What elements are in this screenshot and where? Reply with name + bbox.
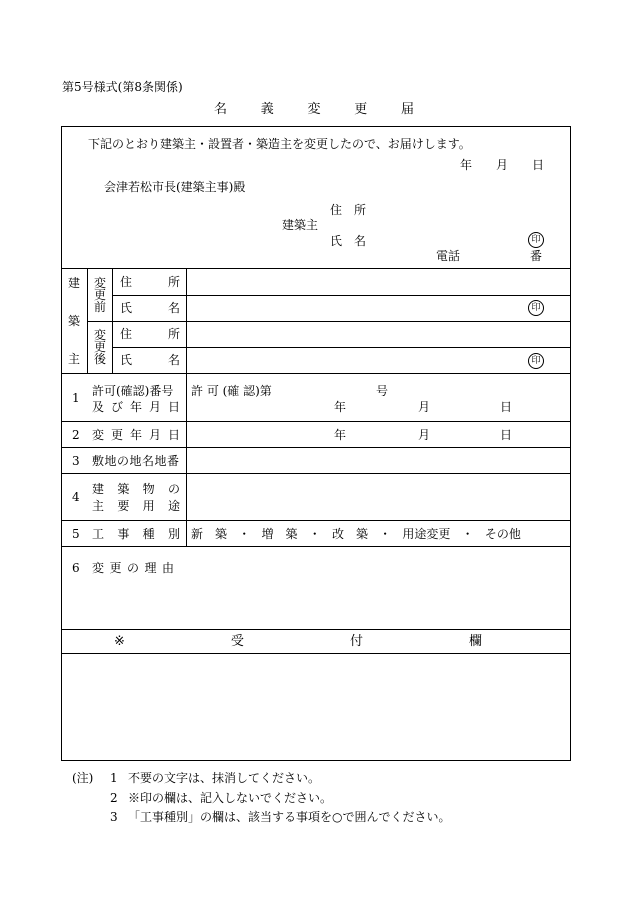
- label-char: 工: [92, 527, 105, 541]
- divider: [186, 268, 187, 546]
- divider: [61, 520, 571, 521]
- label-char: 要: [117, 499, 130, 513]
- seal-icon: 印: [528, 232, 544, 248]
- option-separator: ・: [461, 527, 474, 541]
- reception-char: 受: [230, 634, 244, 649]
- label-char: び: [110, 400, 123, 414]
- applicant-label: 建築主: [282, 218, 319, 232]
- option-separator: ・: [238, 527, 251, 541]
- before-address-label: [120, 275, 180, 289]
- row5-label: [92, 527, 180, 541]
- label-char: の: [126, 561, 139, 575]
- divider: [61, 268, 571, 269]
- row4-label-line1: [92, 482, 180, 496]
- divider: [87, 268, 88, 373]
- form-title: [214, 102, 414, 117]
- label-char: 更: [110, 428, 123, 442]
- label-char: 年: [129, 428, 142, 442]
- owner-label-char: 主: [67, 352, 80, 366]
- label-char: 理: [144, 561, 157, 575]
- divider: [61, 473, 571, 474]
- row2-number: 2: [72, 428, 80, 442]
- row1-label-line1: 許可(確認)番号: [92, 384, 174, 398]
- phone-suffix: 番: [530, 249, 543, 263]
- option-other: その他: [484, 527, 521, 541]
- applicant-name-label: 氏 名: [330, 234, 367, 248]
- permit-suffix: 号: [376, 384, 389, 398]
- title-char: 変: [307, 102, 321, 117]
- divider: [112, 268, 113, 373]
- label-char: 変: [92, 561, 105, 575]
- label-char: 事: [117, 527, 130, 541]
- label-char: 日: [167, 400, 180, 414]
- note-number: 2: [110, 791, 118, 805]
- label-char: 物: [142, 482, 155, 496]
- note-number: 3: [110, 810, 118, 824]
- option-extension: 増 築: [261, 527, 298, 541]
- label-char: 種: [142, 527, 155, 541]
- row2-day: 日: [500, 428, 513, 442]
- row1-label-line2: [92, 400, 180, 414]
- title-char: 届: [400, 102, 414, 117]
- row3-label: 敷地の地名地番: [92, 454, 180, 468]
- row4-number: 4: [72, 490, 80, 504]
- option-separator: ・: [379, 527, 392, 541]
- label-char: 日: [167, 428, 180, 442]
- label-char: 由: [161, 561, 174, 575]
- addressee: 会津若松市長(建築主事)殿: [104, 180, 246, 194]
- row1-day: 日: [500, 400, 513, 414]
- divider: [61, 546, 571, 547]
- label-char: 途: [167, 499, 180, 513]
- reception-header: [114, 634, 482, 649]
- label-char: 氏: [120, 301, 133, 315]
- after-name-label: [120, 353, 180, 367]
- divider: [61, 421, 571, 422]
- owner-label-char: 築: [67, 314, 80, 328]
- row2-year: 年: [334, 428, 347, 442]
- after-address-label: [120, 327, 180, 341]
- divider: [61, 653, 571, 654]
- row6-number: 6: [72, 561, 80, 575]
- label-char: 名: [167, 301, 180, 315]
- label-char: 氏: [120, 353, 133, 367]
- permit-prefix: 許 可 (確 認)第: [191, 384, 272, 398]
- before-label-char: 前: [93, 300, 106, 314]
- divider: [61, 629, 571, 630]
- label-char: 名: [167, 353, 180, 367]
- applicant-address-label: 住 所: [330, 203, 367, 217]
- label-char: 更: [109, 561, 122, 575]
- label-char: 及: [92, 400, 105, 414]
- label-char: 住: [120, 275, 133, 289]
- divider: [61, 447, 571, 448]
- option-renovation: 改 築: [331, 527, 368, 541]
- title-char: 名: [214, 102, 228, 117]
- before-name-label: [120, 301, 180, 315]
- row4-label-line2: [92, 499, 180, 513]
- label-char: 築: [117, 482, 130, 496]
- option-separator: ・: [308, 527, 321, 541]
- after-label-char: 後: [93, 352, 106, 366]
- before-label-char: 更: [93, 288, 106, 302]
- title-char: 更: [354, 102, 368, 117]
- label-char: 月: [148, 428, 161, 442]
- row1-number: 1: [72, 391, 80, 405]
- label-char: 別: [167, 527, 180, 541]
- reception-char: ※: [114, 634, 125, 649]
- row2-month: 月: [418, 428, 431, 442]
- phone-label: 電話: [436, 249, 461, 263]
- row6-label: [92, 561, 174, 575]
- reception-char: 付: [349, 634, 363, 649]
- reception-char: 欄: [468, 634, 482, 649]
- divider: [112, 295, 571, 296]
- seal-icon: 印: [528, 353, 544, 369]
- label-char: 主: [92, 499, 105, 513]
- note-text: ※印の欄は、記入しないでください。: [128, 791, 333, 805]
- title-char: 義: [260, 102, 274, 117]
- date-year: 年: [460, 158, 473, 172]
- label-char: 所: [167, 327, 180, 341]
- label-char: 用: [142, 499, 155, 513]
- divider: [87, 321, 571, 322]
- note-number: 1: [110, 771, 118, 785]
- intro-statement: 下記のとおり建築主・設置者・築造主を変更したので、お届けします。: [88, 137, 471, 151]
- label-char: の: [167, 482, 180, 496]
- note-text: 不要の文字は、抹消してください。: [128, 771, 321, 785]
- label-char: 年: [129, 400, 142, 414]
- date-month: 月: [496, 158, 509, 172]
- option-new-construction: 新 築: [191, 527, 228, 541]
- option-use-change: 用途変更: [402, 527, 451, 541]
- form-number: 第5号様式(第8条関係): [62, 80, 183, 94]
- label-char: 所: [167, 275, 180, 289]
- notes-prefix: (注): [72, 771, 94, 785]
- after-label-char: 更: [93, 340, 106, 354]
- label-char: 住: [120, 327, 133, 341]
- construction-type-options: [191, 527, 521, 541]
- before-label-char: 変: [93, 276, 106, 290]
- after-label-char: 変: [93, 328, 106, 342]
- owner-label-char: 建: [67, 276, 80, 290]
- label-char: 月: [148, 400, 161, 414]
- note-text: 「工事種別」の欄は、該当する事項を○で囲んでください。: [128, 810, 451, 824]
- label-char: 建: [92, 482, 105, 496]
- divider: [112, 347, 571, 348]
- row2-label: [92, 428, 180, 442]
- seal-icon: 印: [528, 300, 544, 316]
- label-char: 変: [92, 428, 105, 442]
- row3-number: 3: [72, 454, 80, 468]
- row1-year: 年: [334, 400, 347, 414]
- row1-month: 月: [418, 400, 431, 414]
- date-day: 日: [532, 158, 545, 172]
- row5-number: 5: [72, 527, 80, 541]
- divider: [61, 373, 571, 374]
